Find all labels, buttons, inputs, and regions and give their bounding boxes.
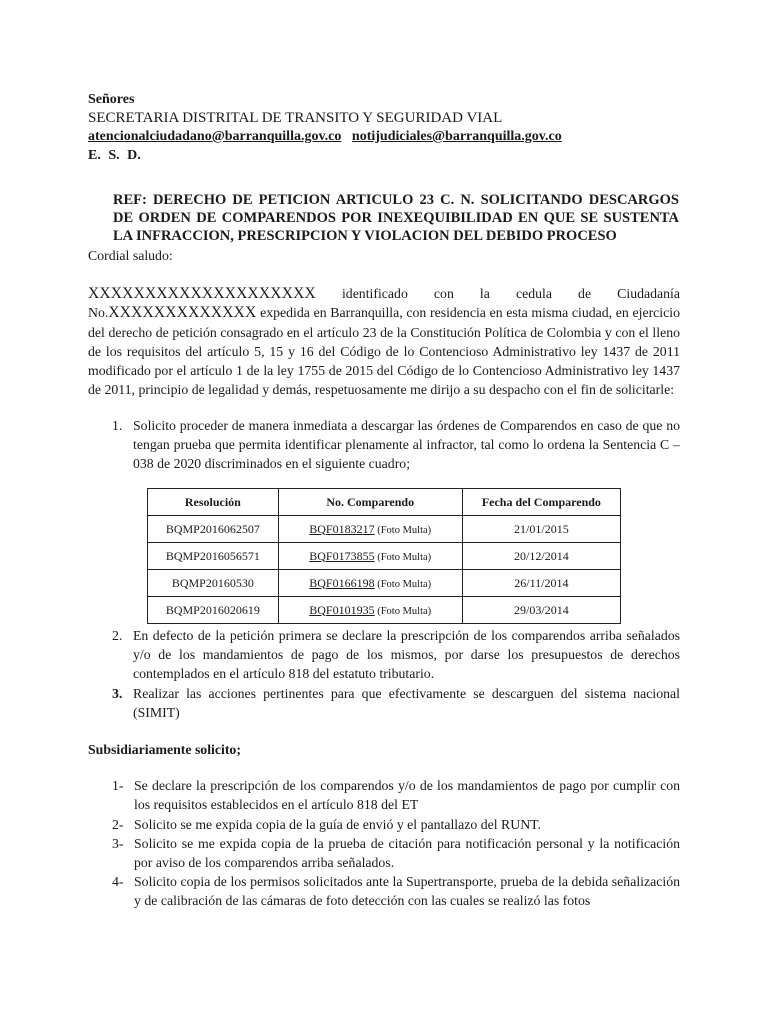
recipient-entity: SECRETARIA DISTRITAL DE TRANSITO Y SEGURIDAD VIAL [88, 110, 503, 126]
table-row [148, 570, 621, 597]
subsidiary-text: Solicito se me expida copia de la guía de envió y el pantallazo del RUNT. [134, 817, 542, 832]
cell-resolucion: BQMP2016062507 [148, 516, 279, 543]
request-text: Solicito proceder de manera inmediata a descargar las órdenes de Comparendos en caso de que no tengan prueba que permita identificar plenamente al infractor, tal como lo ordena la Sentencia C – 038 de 2020 discriminados en el siguiente cuadro; [133, 418, 680, 471]
table-row [148, 597, 621, 624]
email-link-atencion[interactable]: atencionalciudadano@barranquilla.gov.co [88, 129, 342, 144]
document-page: Señores SECRETARIA DISTRITAL DE TRANSITO Y SEGURIDAD VIAL atencionalciudadano@barranquilla.gov.co notijudiciales@barranquilla.gov.co E. S. D. REF: DERECHO DE PETICION ARTICULO 23 C. N. SOLICITANDO DESCARGOS DE ORDEN DE COMPARENDOS POR INEXEQUIBILIDAD EN QUE SE SUSTENTA LA INFRACCION, PRESCRIPCION Y VIOLACION DEL DEBIDO PROCESO Cordial saludo: XXXXXXXXXXXXXXXXXXXX identificado con la cedula de Ciudadanía No.XXXXXXXXXXXXX expedida en Barranquilla, con residencia en esta misma ciudad, en ejercicio del derecho de petición consagrado en el artículo 23 de la Constitución Política de Colombia y con el lleno de los requisitos del artículo 5, 15 y 16 del Código de lo Contencioso Administrativo ley 1437 de 2011 modificado por el artículo 1 de la ley 1755 de 2015 del Código de lo Contencioso Administrativo ley 1437 de 2011, principio de legalidad y demás, respetuosamente me dirijo a su despacho con el fin de solicitarle: 1. Solicito proceder de manera inmediata a descargar las órdenes de Comparendos en caso de que no tengan prueba que permita identificar plenamente al infractor, tal como lo ordena la Sentencia C – 038 de 2020 discriminados en el siguiente cuadro; Resolución No. Comparendo Fecha del Comparendo BQMP2016062507 BQF0183217 (Foto Multa) 21/01/2015 BQMP2016056571 BQF0173855 (Foto Multa) 20/12/2014 BQMP20160530 BQF0166198 (Foto Multa) 26/11/2014 BQMP2016020619 BQF0101935 (Foto Multa) 29/03/2014 2. En defecto de la petición primera se declare la prescripción de los comparendos arriba señalados y/o de los mandamientos de pago de los mismos, por darse los presupuestos de derechos contemplados en el artículo 818 del estatuto tributario. 3. Realizar las acciones pertinentes para que efectivamente se descarguen del sistema nacional (SIMIT) Subsidiariamente solicito; 1- Se declare la prescripción de los comparendos y/o de los mandamientos de pago por cumplir con los requisitos establecidos en el artículo 818 del ET 2- Solicito se me expida copia de la guía de envió y el pantallazo del RUNT. 3- Solicito se me expida copia de la prueba de citación para notificación personal y la notificación por aviso de los comparendos arriba señalados. 4- Solicito copia de los permisos solicitados ante la Supertransporte, prueba de la debida señalización y de calibración de las cámaras de foto detección con las cuales se realizó las fotos [88, 92, 680, 908]
header-comparendo: No. Comparendo [278, 489, 462, 516]
subsidiary-text: Se declare la prescripción de los comparendos y/o de los mandamientos de pago por cumplir con los requisitos establecidos en el artículo 818 del ET [134, 778, 680, 812]
cell-fecha: 20/12/2014 [462, 543, 620, 570]
comparendos-table [147, 488, 621, 624]
cell-fecha: 29/03/2014 [462, 597, 620, 624]
table-header-row [148, 489, 621, 516]
email-link-notijudiciales[interactable]: notijudiciales@barranquilla.gov.co [351, 129, 562, 144]
table-row [148, 516, 621, 543]
greeting: Cordial saludo: [88, 248, 173, 263]
cell-comparendo: BQF0166198 (Foto Multa) [278, 570, 462, 597]
cell-comparendo: BQF0173855 (Foto Multa) [278, 543, 462, 570]
subsidiary-title: Subsidiariamente solicito; [88, 742, 241, 757]
comparendo-link[interactable]: BQF0101935 [309, 602, 375, 617]
subsidiary-text: Solicito copia de los permisos solicitados ante la Supertransporte, prueba de la debida señalización y de calibración de las cámaras de foto detección con las cuales se realizó las fotos [134, 874, 680, 908]
table-row [148, 543, 621, 570]
request-text: Realizar las acciones pertinentes para que efectivamente se descarguen del sistema nacional (SIMIT) [133, 686, 680, 720]
cell-fecha: 26/11/2014 [462, 570, 620, 597]
cell-fecha: 21/01/2015 [462, 516, 620, 543]
header-fecha: Fecha del Comparendo [462, 489, 620, 516]
salutation: Señores [88, 92, 135, 107]
reference-heading: REF: DERECHO DE PETICION ARTICULO 23 C. N. SOLICITANDO DESCARGOS DE ORDEN DE COMPARENDOS POR INEXEQUIBILIDAD EN QUE SE SUSTENTA LA INFRACCION, PRESCRIPCION Y VIOLACION DEL DEBIDO PROCESO [113, 192, 679, 244]
comparendo-link[interactable]: BQF0173855 [309, 548, 375, 563]
id-placeholder: XXXXXXXXXXXXX [108, 304, 257, 322]
header-resolucion: Resolución [148, 489, 279, 516]
cell-comparendo: BQF0183217 (Foto Multa) [278, 516, 462, 543]
comparendo-link[interactable]: BQF0183217 [309, 521, 375, 536]
cell-comparendo: BQF0101935 (Foto Multa) [278, 597, 462, 624]
cell-resolucion: BQMP2016020619 [148, 597, 279, 624]
esd-line: E. S. D. [88, 148, 141, 163]
id-text: identificado con la cedula de Ciudadanía No. [88, 286, 680, 321]
request-text: En defecto de la petición primera se declare la prescripción de los comparendos arriba señalados y/o de los mandamientos de pago de los mismos, por darse los presupuestos de derechos contemplados en el artículo 818 del estatuto tributario. [133, 628, 680, 681]
name-placeholder: XXXXXXXXXXXXXXXXXXXX [88, 285, 316, 302]
intro-paragraph [88, 284, 680, 400]
cell-resolucion: BQMP20160530 [148, 570, 279, 597]
intro-body: expedida en Barranquilla, con residencia en esta misma ciudad, en ejercicio del derecho de petición consagrado en el artículo 23 de la Constitución Política de Colombia y con el lleno de los requisitos del artículo 5, 15 y 16 del Código de lo Contencioso Administrativo ley 1437 de 2011 modificado por el artículo 1 de la ley 1755 de 2015 del Código de lo Contencioso Administrativo ley 1437 de 2011, principio de legalidad y demás, respetuosamente me dirijo a su despacho con el fin de solicitarle: [88, 305, 680, 398]
comparendo-link[interactable]: BQF0166198 [309, 575, 375, 590]
recipient-emails [88, 129, 562, 145]
cell-resolucion: BQMP2016056571 [148, 543, 279, 570]
subsidiary-text: Solicito se me expida copia de la prueba de citación para notificación personal y la notificación por aviso de los comparendos arriba señalados. [134, 836, 680, 870]
